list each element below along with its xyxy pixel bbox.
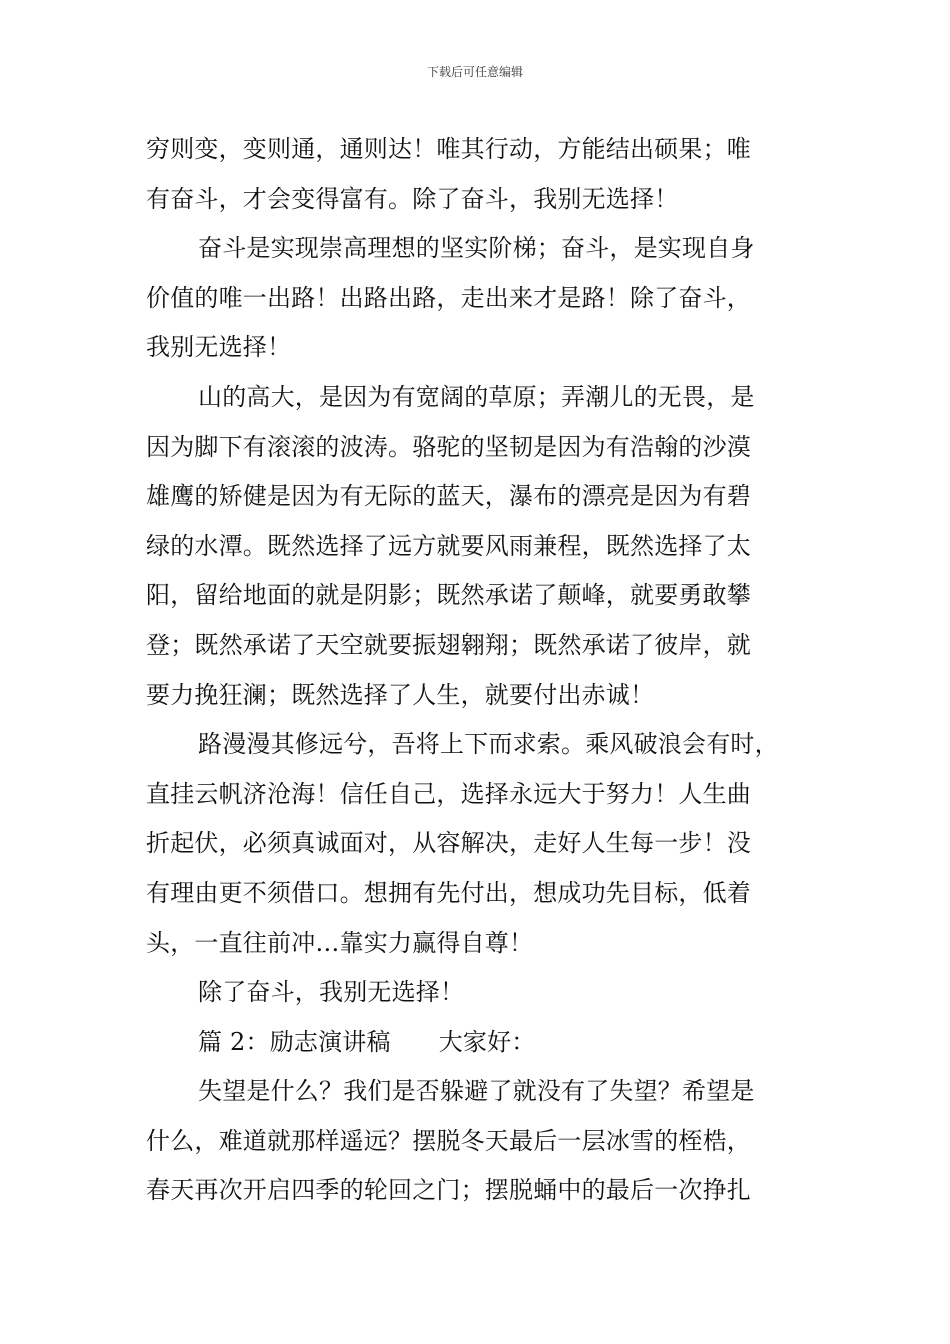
text-line: 山的高大，是因为有宽阔的草原；弄潮儿的无畏，是: [198, 382, 755, 411]
text-line: 登；既然承诺了天空就要振翅翱翔；既然承诺了彼岸，就: [146, 630, 751, 659]
text-line: 失望是什么？我们是否躲避了就没有了失望？希望是: [198, 1077, 755, 1106]
text-line: 除了奋斗，我别无选择！: [198, 978, 465, 1007]
text-line: 要力挽狂澜；既然选择了人生，就要付出赤诚！: [146, 680, 655, 709]
text-line: 奋斗是实现崇高理想的坚实阶梯；奋斗，是实现自身: [198, 234, 755, 263]
text-line: 价值的唯一出路！出路出路，走出来才是路！除了奋斗，: [146, 283, 751, 312]
text-line: 直挂云帆济沧海！信任自己，选择永远大于努力！人生曲: [146, 779, 751, 808]
text-line: 阳，留给地面的就是阴影；既然承诺了颠峰，就要勇敢攀: [146, 581, 751, 610]
document-body: [146, 125, 811, 1216]
text-line: 穷则变，变则通，通则达！唯其行动，方能结出硕果；唯: [146, 135, 751, 163]
text-line: 雄鹰的矫健是因为有无际的蓝天，瀑布的漂亮是因为有碧: [146, 482, 751, 511]
text-line: 绿的水潭。既然选择了远方就要风雨兼程，既然选择了太: [146, 531, 751, 560]
section-heading-line: [146, 1018, 811, 1068]
text-line: 有奋斗，才会变得富有。除了奋斗，我别无选择！: [146, 184, 679, 213]
page-header: 下载后可任意编辑: [426, 65, 523, 79]
text-line: 春天再次开启四季的轮回之门；摆脱蛹中的最后一次挣扎: [146, 1176, 751, 1205]
text-line: 什么，难道就那样遥远？摆脱冬天最后一层冰雪的桎梏，: [146, 1126, 751, 1155]
text-line: 头，一直往前冲…靠实力赢得自尊！: [146, 928, 534, 957]
greeting: 大家好：: [438, 1027, 536, 1056]
text-line: 有理由更不须借口。想拥有先付出，想成功先目标，低着: [146, 878, 751, 907]
text-line: 我别无选择！: [146, 333, 292, 362]
text-line: 折起伏，必须真诚面对，从容解决，走好人生每一步！没: [146, 829, 751, 858]
section-title: 篇 2：励志演讲稿: [198, 1027, 391, 1056]
text-line: 因为脚下有滚滚的波涛。骆驼的坚韧是因为有浩翰的沙漠: [146, 432, 751, 461]
text-line: 路漫漫其修远兮，吾将上下而求索。乘风破浪会有时，: [198, 730, 779, 759]
